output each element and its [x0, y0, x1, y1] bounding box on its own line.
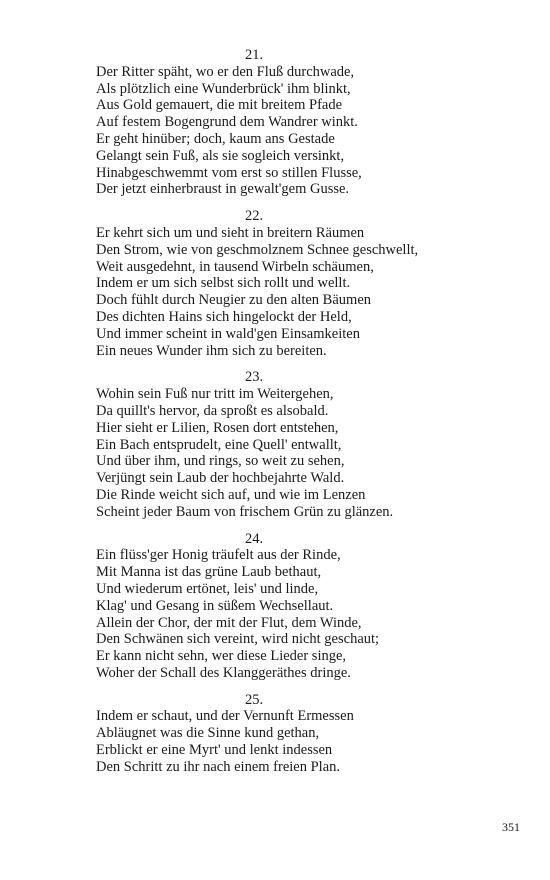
verse-line: Er kehrt sich um und sieht in breitern Räumen	[96, 224, 365, 241]
stanza-25	[96, 692, 516, 776]
verse-line: Er kann nicht sehn, wer diese Lieder singe,	[96, 648, 347, 665]
verse-line: Wohin sein Fuß nur tritt im Weitergehen,	[96, 386, 334, 403]
verse-line: Hier sieht er Lilien, Rosen dort entstehen,	[96, 419, 339, 436]
verse-line: Weit ausgedehnt, in tausend Wirbeln schäumen,	[96, 258, 374, 275]
verse-line: Ein flüss'ger Honig träufelt aus der Rinde,	[96, 547, 341, 564]
verse-line: Verjüngt sein Laub der hochbejahrte Wald.	[96, 470, 345, 487]
verse-line: Scheint jeder Baum von frischem Grün zu glänzen.	[96, 503, 394, 520]
verse-line: Woher der Schall des Klanggeräthes dringe.	[96, 664, 351, 681]
verse-line: Des dichten Hains sich hingelockt der Held,	[96, 308, 352, 325]
stanza-22	[96, 208, 516, 359]
page-number: 351	[502, 820, 520, 834]
verse-line: Indem er schaut, und der Vernunft Ermessen	[96, 708, 354, 725]
verse-line: Da quillt's hervor, da sproßt es alsobald.	[96, 402, 329, 419]
stanza-number: 22.	[244, 208, 264, 225]
stanza-number: 25.	[244, 691, 264, 708]
stanza-24	[96, 531, 516, 682]
verse-line: Den Schwänen sich vereint, wird nicht geschaut;	[96, 631, 380, 648]
verse-line: Indem er um sich selbst sich rollt und wellt.	[96, 275, 351, 292]
verse-line: Allein der Chor, der mit der Flut, dem Winde,	[96, 614, 362, 631]
verse-line: Mit Manna ist das grüne Laub bethaut,	[96, 564, 322, 581]
verse-line: Ein Bach entsprudelt, eine Quell' entwallt,	[96, 436, 342, 453]
verse-line: Als plötzlich eine Wunderbrück' ihm blinkt,	[96, 80, 351, 97]
verse-line: Aus Gold gemauert, die mit breitem Pfade	[96, 97, 343, 114]
verse-line: Ein neues Wunder ihm sich zu bereiten.	[96, 342, 327, 359]
verse-line: Und über ihm, und rings, so weit zu sehen,	[96, 453, 345, 470]
verse-line: Auf festem Bogengrund dem Wandrer winkt.	[96, 114, 358, 131]
verse-line: Erblickt er eine Myrt' und lenkt indessen	[96, 742, 333, 759]
poem-body	[96, 47, 516, 786]
verse-line: Und wiederum ertönet, leis' und linde,	[96, 580, 319, 597]
stanza-number: 21.	[244, 47, 264, 63]
verse-line: Gelangt sein Fuß, als sie sogleich versinkt,	[96, 147, 345, 164]
verse-line: Klag' und Gesang in süßem Wechsellaut.	[96, 597, 334, 614]
stanza-number: 24.	[244, 530, 264, 547]
verse-line: Hinabgeschwemmt vom erst so stillen Flusse,	[96, 164, 362, 181]
verse-line: Den Strom, wie von geschmolznem Schnee geschwellt,	[96, 241, 419, 258]
stanza-number: 23.	[244, 369, 264, 386]
verse-line: Er geht hinüber; doch, kaum ans Gestade	[96, 130, 335, 147]
verse-line: Abläugnet was die Sinne kund gethan,	[96, 725, 320, 742]
verse-line: Doch fühlt durch Neugier zu den alten Bäumen	[96, 292, 372, 309]
verse-line: Der jetzt einherbraust in gewalt'gem Gusse.	[96, 181, 350, 198]
verse-line: Und immer scheint in wald'gen Einsamkeiten	[96, 325, 360, 342]
stanza-21	[96, 47, 516, 198]
verse-line: Der Ritter späht, wo er den Fluß durchwade,	[96, 63, 355, 80]
verse-line: Den Schritt zu ihr nach einem freien Plan.	[96, 758, 341, 775]
verse-line: Die Rinde weicht sich auf, und wie im Lenzen	[96, 486, 366, 503]
stanza-23	[96, 369, 516, 520]
